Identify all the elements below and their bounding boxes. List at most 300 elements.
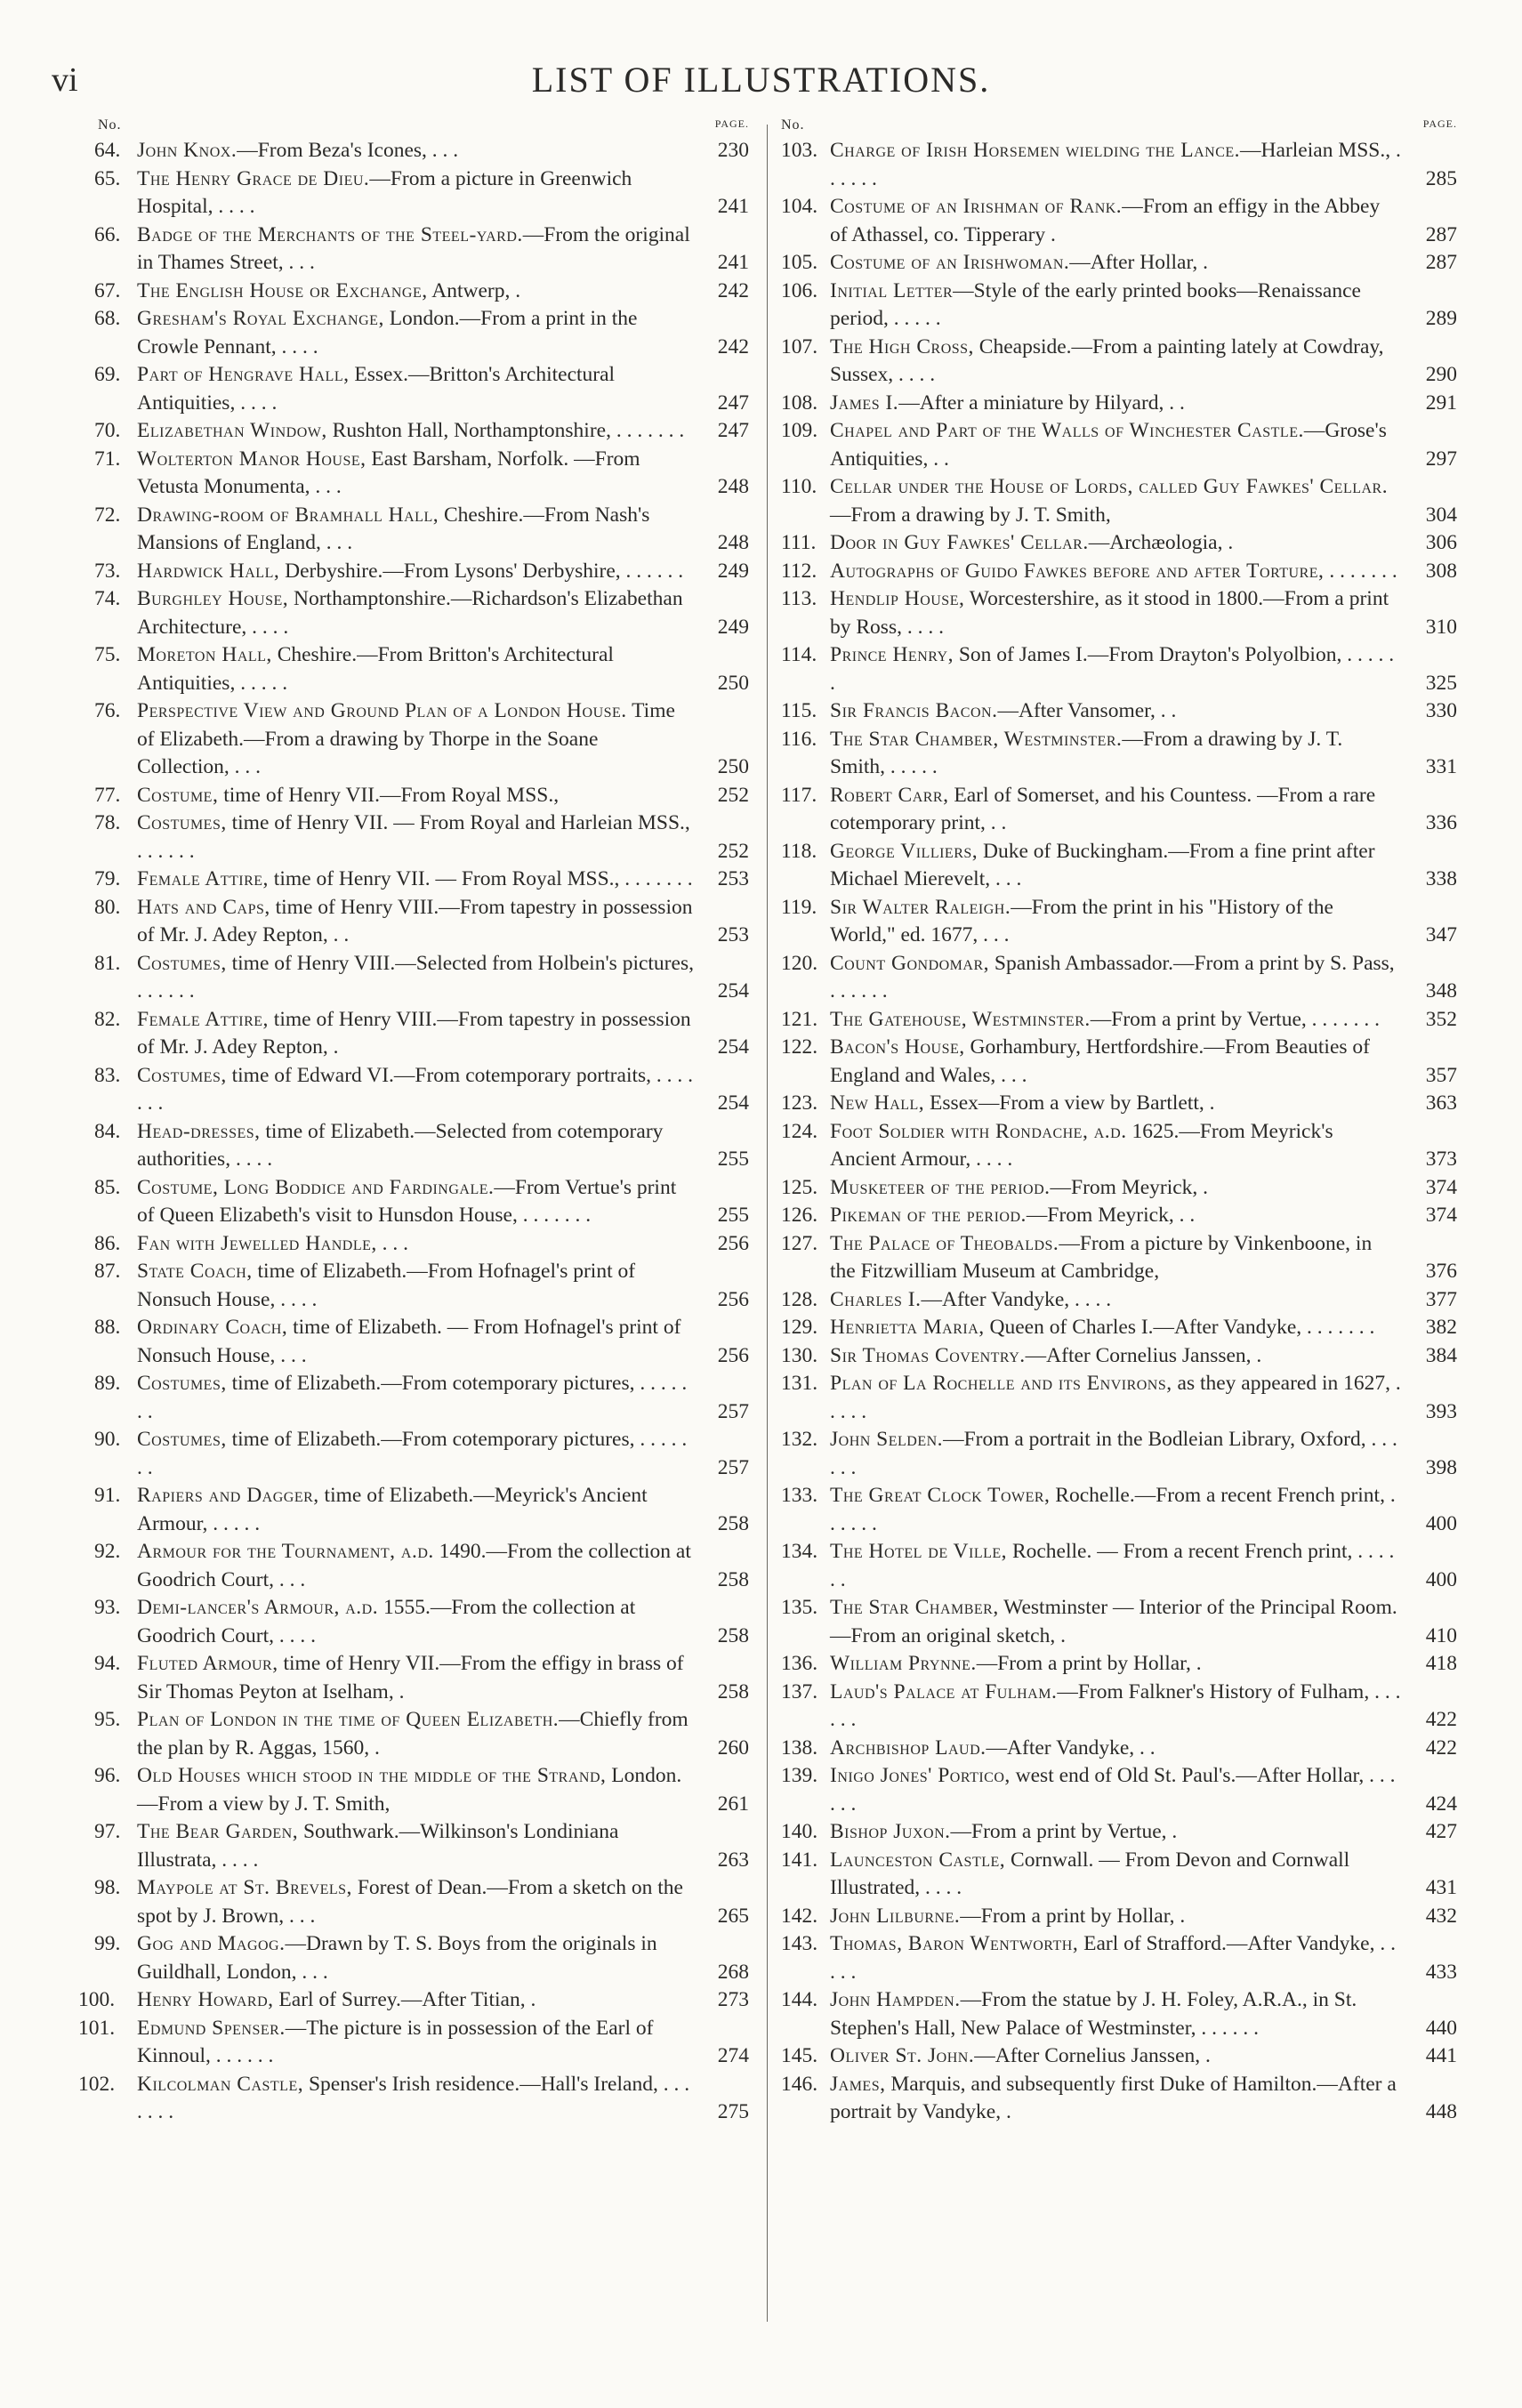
entry-description: —Chiefly from the plan by R. Aggas, 1560, .: [137, 1708, 689, 1760]
entry-page-number: 304: [1425, 503, 1457, 527]
entry-page-number: 287: [1425, 251, 1457, 274]
entry-title: The Henry Grace de Dieu.: [137, 166, 370, 190]
entry-number: 122.: [781, 1035, 818, 1059]
entry-title: Henrietta Maria,: [830, 1316, 985, 1339]
entry-title: Door in Guy Fawkes' Cellar.: [830, 531, 1089, 554]
entry-number: 135.: [781, 1596, 818, 1619]
entry-number: 123.: [781, 1091, 818, 1115]
entry-title: Gog and Magog.: [137, 1932, 286, 1955]
entry-page-number: 373: [1425, 1148, 1457, 1171]
illustration-entry: [781, 1594, 1457, 1650]
illustration-entry: [781, 641, 1457, 697]
entry-title: Chapel and Part of the Walls of Winchester Castle.: [830, 419, 1304, 442]
illustration-entry: [73, 1118, 749, 1174]
entry-page-number: 297: [1425, 447, 1457, 471]
illustration-entry: [781, 558, 1457, 586]
entry-description: Rushton Hall, Northamptonshire, . . . . . . .: [326, 419, 685, 442]
entry-number: 70.: [94, 419, 121, 442]
entry-number: 128.: [781, 1287, 818, 1311]
entry-number: 121.: [781, 1007, 818, 1031]
entry-number: 67.: [94, 278, 121, 302]
entry-title: Maypole at St. Brevels,: [137, 1876, 352, 1899]
entry-title: John Selden.: [830, 1428, 944, 1451]
entry-title: The Star Chamber, Westminster.: [830, 727, 1123, 751]
entry-description: Essex.—Britton's Architectural Antiquities, . . . .: [137, 363, 616, 415]
entry-title: Cellar under the House of Lords, called Guy Fawkes' Cellar.: [830, 475, 1389, 498]
entry-number: 141.: [781, 1848, 818, 1872]
entry-number: 91.: [94, 1484, 121, 1507]
illustration-entry: [73, 1258, 749, 1314]
illustration-entry: [73, 641, 749, 697]
entry-title: The Great Clock Tower,: [830, 1484, 1051, 1507]
entry-title: John Knox.: [137, 139, 238, 162]
entry-title: Henry Howard,: [137, 1988, 274, 2011]
illustration-entry: [73, 361, 749, 417]
entry-number: 82.: [94, 1007, 121, 1031]
entry-title: Head-dresses,: [137, 1119, 261, 1143]
illustration-entry: [73, 1230, 749, 1259]
entry-description: —From a print by Vertue, . . . . . . .: [1090, 1007, 1381, 1031]
illustration-entry: [781, 1650, 1457, 1679]
illustration-entry: [73, 165, 749, 221]
entry-number: 79.: [94, 867, 121, 890]
entry-description: time of Henry VII.—From Royal MSS.,: [218, 783, 560, 807]
entry-description: Spanish Ambassador.—From a print by S. Pass, . . . . . .: [830, 951, 1395, 1003]
entry-title: The Gatehouse, Westminster.: [830, 1007, 1091, 1031]
entry-description: Cheapside.—From a painting lately at Cowdray, Sussex, . . . .: [830, 334, 1384, 386]
entry-description: . . .: [376, 1231, 409, 1255]
entry-title: Ordinary Coach,: [137, 1316, 288, 1339]
entry-number: 132.: [781, 1428, 818, 1451]
entry-title: Sir Thomas Coventry.: [830, 1343, 1026, 1367]
entry-page-number: 258: [717, 1679, 749, 1703]
entry-title: Burghley House,: [137, 587, 289, 610]
entry-page-number: 427: [1425, 1820, 1457, 1843]
entry-number: 69.: [94, 363, 121, 386]
entry-description: Queen of Charles I.—After Vandyke, . . . . . . .: [984, 1316, 1375, 1339]
entry-title: Old Houses which stood in the middle of the Strand,: [137, 1764, 607, 1787]
entry-number: 142.: [781, 1904, 818, 1928]
entry-page-number: 384: [1425, 1343, 1457, 1367]
entry-title: Costume,: [137, 783, 219, 807]
entry-title: Costumes,: [137, 951, 227, 975]
entry-title: Charles I.: [830, 1287, 922, 1311]
entry-title: Bishop Juxon.: [830, 1820, 951, 1843]
entry-title: Launceston Castle,: [830, 1848, 1006, 1872]
entry-description: —After Cornelius Janssen, .: [974, 2044, 1211, 2067]
entry-number: 130.: [781, 1343, 818, 1367]
entry-description: —From Falkner's History of Fulham, . . . . . .: [830, 1679, 1401, 1731]
entry-number: 77.: [94, 783, 121, 807]
entry-number: 102.: [78, 2072, 116, 2096]
illustration-entry: [73, 1538, 749, 1594]
entry-page-number: 338: [1425, 867, 1457, 890]
illustration-entry: [781, 1847, 1457, 1903]
entry-page-number: 289: [1425, 307, 1457, 330]
entry-page-number: 410: [1425, 1623, 1457, 1647]
entry-description: —From a drawing by J. T. Smith, . . . . .: [830, 727, 1343, 778]
entry-description: time of Elizabeth.—From Hofnagel's print of Nonsuch House, . . . .: [137, 1260, 636, 1311]
entry-description: Marquis, and subsequently first Duke of Hamilton.—After a portrait by Vandyke, .: [830, 2072, 1397, 2123]
illustration-entry: [73, 1762, 749, 1818]
entry-number: 115.: [781, 699, 817, 722]
entry-title: Fan with Jewelled Handle,: [137, 1231, 377, 1255]
entry-description: —From an effigy in the Abbey of Athassel, co. Tipperary .: [830, 195, 1381, 246]
entry-description: —Style of the early printed books—Renaissance period, . . . . .: [830, 278, 1361, 330]
page-title: LIST OF ILLUSTRATIONS.: [531, 60, 991, 100]
entry-number: 119.: [781, 895, 817, 919]
column-header-page: PAGE.: [1422, 117, 1457, 130]
entry-number: 105.: [781, 251, 818, 274]
entry-page-number: 252: [717, 783, 749, 807]
entry-description: as they appeared in 1627, . . . . .: [830, 1372, 1401, 1423]
illustration-entry: [781, 1426, 1457, 1482]
illustration-entry: [73, 221, 749, 278]
entry-number: 136.: [781, 1652, 818, 1675]
entry-description: Antwerp, .: [427, 278, 521, 302]
entry-number: 131.: [781, 1372, 818, 1395]
illustration-entry: [781, 1202, 1457, 1230]
illustration-entry: [781, 1986, 1457, 2042]
entry-title: Sir Francis Bacon.: [830, 699, 998, 722]
entry-page-number: 249: [717, 615, 749, 639]
entry-description: —From Beza's Icones, . . .: [237, 139, 459, 162]
entry-title: Wolterton Manor House,: [137, 447, 366, 471]
entry-number: 140.: [781, 1820, 818, 1843]
illustration-entry: [781, 137, 1457, 193]
entry-description: —From the statue by J. H. Foley, A.R.A., in St. Stephen's Hall, New Palace of Westminster, . . . . . .: [830, 1988, 1357, 2040]
entry-title: Foot Soldier with Rondache, a.d.: [830, 1119, 1127, 1143]
entry-page-number: 424: [1425, 1792, 1457, 1816]
illustration-entry: [781, 1230, 1457, 1286]
illustration-entry: [781, 782, 1457, 838]
entry-page-number: 331: [1425, 755, 1457, 778]
entry-number: 138.: [781, 1736, 818, 1760]
entry-title: Edmund Spenser.: [137, 2016, 286, 2040]
entry-title: Female Attire,: [137, 1007, 269, 1031]
entry-title: John Lilburne.: [830, 1904, 961, 1928]
illustration-entry: [781, 1762, 1457, 1818]
illustration-entry: [781, 1174, 1457, 1203]
entry-page-number: 398: [1425, 1455, 1457, 1479]
column-divider: [767, 125, 768, 2322]
entry-number: 133.: [781, 1484, 818, 1507]
illustration-entry: [781, 2071, 1457, 2127]
entry-description: —From the print in his "History of the World," ed. 1677, . . .: [830, 895, 1333, 946]
entry-description: Southwark.—Wilkinson's Londiniana Illustrata, . . . .: [137, 1820, 619, 1872]
entry-description: Spenser's Irish residence.—Hall's Ireland, . . . . . . .: [137, 2072, 690, 2123]
entry-number: 66.: [94, 222, 121, 246]
entry-title: Hats and Caps,: [137, 895, 270, 919]
entry-number: 113.: [781, 587, 817, 610]
illustration-entry: [73, 1006, 749, 1062]
entry-page-number: 422: [1425, 1708, 1457, 1731]
entry-description: —From a print by Hollar, .: [976, 1652, 1202, 1675]
entry-page-number: 265: [717, 1904, 749, 1928]
entry-page-number: 400: [1425, 1511, 1457, 1535]
entry-number: 127.: [781, 1231, 818, 1255]
entry-description: time of Elizabeth.—Selected from cotemporary authorities, . . . .: [137, 1119, 664, 1171]
entry-page-number: 250: [717, 755, 749, 778]
illustration-entry: [73, 894, 749, 950]
illustration-entry: [781, 726, 1457, 782]
entry-description: Son of James I.—From Drayton's Polyolbion, . . . . . .: [830, 643, 1395, 695]
illustration-entry: [781, 1930, 1457, 1986]
illustration-entry: [781, 1538, 1457, 1594]
illustration-entry: [73, 1930, 749, 1986]
illustration-entry: [781, 1735, 1457, 1763]
entry-page-number: 256: [717, 1287, 749, 1311]
entry-description: Earl of Somerset, and his Countess. —From a rare cotemporary print, . .: [830, 783, 1376, 834]
entry-title: George Villiers,: [830, 839, 978, 863]
entry-title: Costume of an Irishwoman.: [830, 251, 1070, 274]
entry-page-number: 253: [717, 923, 749, 946]
entry-number: 143.: [781, 1932, 818, 1955]
entry-page-number: 290: [1425, 363, 1457, 386]
entry-description: Duke of Buckingham.—From a fine print after Michael Mierevelt, . . .: [830, 839, 1375, 890]
entry-title: Hardwick Hall,: [137, 559, 280, 583]
entry-description: Rochelle.—From a recent French print, . . . . . .: [830, 1484, 1396, 1535]
entry-number: 126.: [781, 1204, 818, 1227]
illustration-entry: [781, 1006, 1457, 1035]
entry-page-number: 258: [717, 1511, 749, 1535]
entry-number: 134.: [781, 1540, 818, 1563]
entry-number: 139.: [781, 1764, 818, 1787]
entry-page-number: 248: [717, 531, 749, 554]
illustration-entry: [73, 1314, 749, 1370]
illustration-entry: [781, 1679, 1457, 1735]
entry-page-number: 325: [1425, 671, 1457, 695]
entry-page-number: 230: [717, 139, 749, 162]
entry-page-number: 377: [1425, 1287, 1457, 1311]
entry-page-number: 256: [717, 1343, 749, 1367]
entry-title: Demi-lancer's Armour, a.d.: [137, 1596, 379, 1619]
entry-page-number: 348: [1425, 979, 1457, 1003]
entry-page-number: 254: [717, 1035, 749, 1059]
illustration-entry: [73, 1426, 749, 1482]
entry-title: James I.: [830, 391, 899, 415]
entry-description: —From a print by Hollar, .: [960, 1904, 1186, 1928]
entry-title: Armour for the Tournament, a.d.: [137, 1540, 434, 1563]
illustration-entry: [73, 305, 749, 361]
entry-description: 1555.—From the collection at Goodrich Court, . . . .: [137, 1596, 636, 1647]
entry-title: The Hotel de Ville,: [830, 1540, 1008, 1563]
entry-description: Gorhambury, Hertfordshire.—From Beauties of England and Wales, . . .: [830, 1035, 1370, 1087]
entry-number: 118.: [781, 839, 817, 863]
left-column: [73, 117, 749, 2127]
entry-page-number: 258: [717, 1623, 749, 1647]
entry-number: 89.: [94, 1372, 121, 1395]
illustration-entry: [73, 1650, 749, 1706]
entry-description: —After Vandyke, . .: [986, 1736, 1156, 1760]
entry-number: 78.: [94, 811, 121, 834]
entry-title: The High Cross,: [830, 334, 974, 358]
illustration-entry: [781, 1342, 1457, 1371]
illustration-entry: [781, 473, 1457, 529]
entry-title: Thomas, Baron Wentworth,: [830, 1932, 1079, 1955]
entry-page-number: 393: [1425, 1399, 1457, 1423]
entry-number: 117.: [781, 783, 817, 807]
entry-number: 96.: [94, 1764, 121, 1787]
entry-page-number: 441: [1425, 2044, 1457, 2067]
illustration-entry: [73, 1062, 749, 1118]
entry-number: 94.: [94, 1652, 121, 1675]
entry-description: Earl of Surrey.—After Titian, .: [273, 1988, 536, 2011]
entry-number: 129.: [781, 1316, 818, 1339]
entry-description: Earl of Strafford.—After Vandyke, . . . . .: [830, 1932, 1396, 1984]
entry-description: time of Elizabeth.—Meyrick's Ancient Armour, . . . . .: [137, 1484, 648, 1535]
entry-title: Gresham's Royal Exchange,: [137, 307, 384, 330]
illustration-entry: [73, 417, 749, 446]
entry-description: Time of Elizabeth.—From a drawing by Thorpe in the Soane Collection, . . .: [137, 699, 675, 778]
entry-number: 112.: [781, 559, 817, 583]
entry-title: Moreton Hall,: [137, 643, 272, 666]
entry-description: —From a portrait in the Bodleian Library, Oxford, . . . . . .: [830, 1428, 1397, 1479]
entry-page-number: 432: [1425, 1904, 1457, 1928]
illustration-entry: [781, 334, 1457, 390]
entry-number: 76.: [94, 699, 121, 722]
entry-number: 107.: [781, 334, 818, 358]
entry-number: 90.: [94, 1428, 121, 1451]
illustration-entry: [73, 1874, 749, 1930]
entry-number: 110.: [781, 475, 817, 498]
entry-description: —From a picture by Vinkenboone, in the Fitzwilliam Museum at Cambridge,: [830, 1231, 1373, 1283]
entry-title: Plan of La Rochelle and its Environs,: [830, 1372, 1172, 1395]
entry-page-number: 400: [1425, 1567, 1457, 1591]
entry-title: Musketeer of the period.: [830, 1175, 1051, 1199]
left-column-header: [73, 117, 749, 137]
entry-description: —From a picture in Greenwich Hospital, . . . .: [137, 166, 632, 218]
entry-page-number: 448: [1425, 2100, 1457, 2123]
entry-number: 111.: [781, 531, 817, 554]
entry-description: Essex—From a view by Bartlett, .: [924, 1091, 1215, 1115]
entry-description: —After Hollar, .: [1069, 251, 1208, 274]
entry-title: Hendlip House,: [830, 587, 965, 610]
illustration-entry: [73, 278, 749, 306]
entry-title: Prince Henry,: [830, 643, 954, 666]
entry-description: —The picture is in possession of the Earl of Kinnoul, . . . . . .: [137, 2016, 654, 2067]
entry-page-number: 374: [1425, 1175, 1457, 1199]
column-header-no: No.: [781, 117, 805, 133]
illustration-entry: [73, 1174, 749, 1230]
entry-title: Part of Hengrave Hall,: [137, 363, 350, 386]
entry-title: Pikeman of the period.: [830, 1204, 1027, 1227]
illustration-entry: [781, 1818, 1457, 1847]
entry-page-number: 242: [717, 278, 749, 302]
illustration-entry: [73, 809, 749, 866]
illustration-entry: [781, 1118, 1457, 1174]
entry-number: 114.: [781, 643, 817, 666]
illustration-entry: [781, 249, 1457, 278]
entry-description: time of Henry VII. — From Royal and Harleian MSS., . . . . . .: [137, 811, 690, 863]
entry-title: The Palace of Theobalds.: [830, 1231, 1059, 1255]
illustration-entry: [781, 193, 1457, 249]
entry-number: 68.: [94, 307, 121, 330]
entry-page-number: 275: [717, 2100, 749, 2123]
entry-page-number: 422: [1425, 1736, 1457, 1760]
entry-page-number: 253: [717, 867, 749, 890]
entry-page-number: 274: [717, 2044, 749, 2067]
entry-number: 124.: [781, 1119, 818, 1143]
entry-page-number: 291: [1425, 391, 1457, 415]
entry-page-number: 254: [717, 979, 749, 1003]
entry-description: —Harleian MSS., . . . . . .: [830, 139, 1401, 190]
entry-description: —From Meyrick, . .: [1026, 1204, 1196, 1227]
entry-page-number: 247: [717, 391, 749, 415]
right-column: [781, 117, 1457, 2127]
entry-description: Westminster — Interior of the Principal Room.—From an original sketch, .: [830, 1596, 1397, 1647]
entry-page-number: 242: [717, 334, 749, 358]
entry-description: Cornwall. — From Devon and Cornwall Illustrated, . . . .: [830, 1848, 1350, 1899]
entry-page-number: 241: [717, 195, 749, 218]
entry-description: Worcestershire, as it stood in 1800.—From a print by Ross, . . . .: [830, 587, 1389, 639]
entry-description: —From a print by Vertue, .: [950, 1820, 1178, 1843]
entry-description: time of Henry VIII.—From tapestry in possession of Mr. J. Adey Repton, . .: [137, 895, 693, 946]
entry-title: Drawing-room of Bramhall Hall,: [137, 503, 439, 527]
entry-number: 85.: [94, 1175, 121, 1199]
entry-page-number: 374: [1425, 1204, 1457, 1227]
illustration-entry: [781, 1482, 1457, 1538]
entry-page-number: 347: [1425, 923, 1457, 946]
entry-number: 81.: [94, 951, 121, 975]
entry-title: Inigo Jones' Portico,: [830, 1764, 1011, 1787]
entry-page-number: 285: [1425, 166, 1457, 190]
entry-page-number: 363: [1425, 1091, 1457, 1115]
entry-description: East Barsham, Norfolk. —From Vetusta Monumenta, . . .: [137, 447, 640, 498]
entry-title: The Star Chamber,: [830, 1596, 999, 1619]
illustration-entry: [781, 417, 1457, 473]
column-header-page: PAGE.: [714, 117, 749, 130]
illustration-entry: [73, 137, 749, 165]
illustration-entry: [73, 866, 749, 894]
entry-number: 116.: [781, 727, 817, 751]
entry-title: James,: [830, 2072, 886, 2096]
illustration-entry: [781, 1034, 1457, 1090]
illustration-entry: [781, 529, 1457, 558]
entry-title: Oliver St. John.: [830, 2044, 975, 2067]
entry-title: Rapiers and Dagger,: [137, 1484, 319, 1507]
illustration-entry: [73, 2015, 749, 2071]
entry-page-number: 248: [717, 475, 749, 498]
entry-number: 99.: [94, 1932, 121, 1955]
entry-description: —From Meyrick, .: [1050, 1175, 1209, 1199]
illustration-entry: [73, 1986, 749, 2015]
entry-title: Count Gondomar,: [830, 951, 990, 975]
illustration-entry: [73, 446, 749, 502]
entry-number: 108.: [781, 391, 818, 415]
page-header: [0, 52, 1522, 114]
entry-page-number: 330: [1425, 699, 1457, 722]
entry-number: 144.: [781, 1988, 818, 2011]
entry-page-number: 261: [717, 1792, 749, 1816]
entry-number: 72.: [94, 503, 121, 527]
entry-title: Archbishop Laud.: [830, 1736, 986, 1760]
entry-title: Bacon's House,: [830, 1035, 965, 1059]
illustration-entry: [781, 1903, 1457, 1931]
entry-page-number: 268: [717, 1960, 749, 1984]
entry-description: —Grose's Antiquities, . .: [830, 419, 1387, 471]
entry-number: 100.: [78, 1988, 116, 2011]
entry-page-number: 258: [717, 1567, 749, 1591]
entry-description: time of Edward VI.—From cotemporary portraits, . . . . . . .: [137, 1063, 694, 1115]
illustration-entry: [781, 894, 1457, 950]
illustration-entry: [73, 1594, 749, 1650]
entry-number: 145.: [781, 2044, 818, 2067]
entry-page-number: 433: [1425, 1960, 1457, 1984]
entry-page-number: 256: [717, 1231, 749, 1255]
entry-number: 137.: [781, 1679, 818, 1703]
entry-description: —Drawn by T. S. Boys from the originals in Guildhall, London, . . .: [137, 1932, 657, 1984]
